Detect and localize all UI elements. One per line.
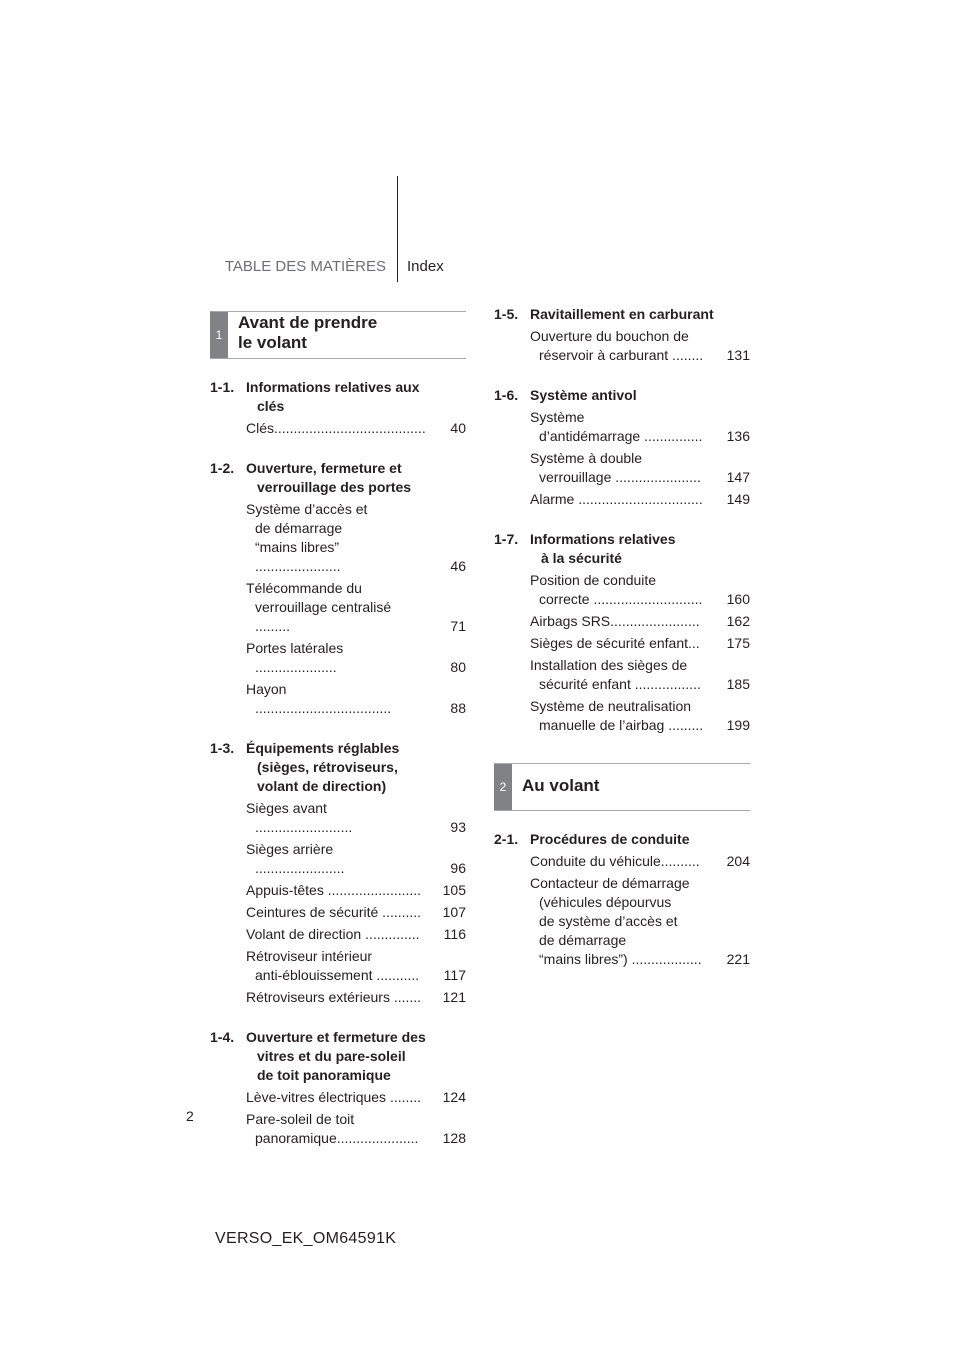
entry-list — [210, 500, 466, 718]
toc-entry[interactable] — [494, 656, 750, 694]
entry-page-number: 199 — [726, 717, 750, 733]
entry-page-number: 147 — [726, 469, 750, 485]
entry-label: Système d’antidémarrage ............... — [530, 409, 703, 444]
toc-entry[interactable] — [210, 579, 466, 636]
toc-entry[interactable] — [210, 1110, 466, 1148]
chapter-title-1: Avant de prendre le volant — [238, 313, 378, 352]
entry-page-number: 162 — [726, 613, 750, 629]
entry-label: Pare-soleil de toit panoramique..................... — [246, 1111, 419, 1146]
toc-entry[interactable] — [210, 840, 466, 878]
entry-list — [210, 419, 466, 438]
chapter-tab-2: 2 — [494, 764, 512, 810]
toc-entry[interactable] — [210, 1088, 466, 1107]
chapter-tab-1: 1 — [210, 312, 228, 358]
section-title[interactable]: Informations relatives aux clés — [246, 379, 420, 414]
entry-label: Contacteur de démarrage (véhicules dépourvus de système d’accès et de démarrage “mains libres”) .................. — [530, 875, 702, 967]
entry-label: Sièges de sécurité enfant... — [530, 635, 700, 651]
toc-entry[interactable] — [210, 925, 466, 944]
section-number: 1-5. — [494, 306, 519, 322]
toc-entry[interactable] — [494, 612, 750, 631]
toc-entry[interactable] — [494, 490, 750, 509]
entry-page-number: 204 — [726, 853, 750, 869]
toc-section — [210, 1028, 466, 1148]
toc-entry[interactable] — [210, 947, 466, 985]
toc-entry[interactable] — [210, 799, 466, 837]
toc-entry[interactable] — [494, 874, 750, 969]
entry-label: Airbags SRS....................... — [530, 613, 700, 629]
entry-label: Alarme ................................ — [530, 491, 703, 507]
entry-page-number: 80 — [450, 659, 466, 675]
entry-page-number: 128 — [442, 1130, 466, 1146]
entry-label: Système d’accès et de démarrage “mains libres” ...................... — [246, 501, 368, 574]
entry-page-number: 40 — [450, 420, 466, 436]
entry-page-number: 93 — [450, 819, 466, 835]
entry-label: Portes latérales ..................... — [246, 640, 344, 675]
entry-list — [494, 571, 750, 735]
section-title[interactable]: Procédures de conduite — [530, 831, 690, 847]
toc-link[interactable]: TABLE DES MATIÈRES — [224, 258, 386, 275]
toc-entry[interactable] — [494, 449, 750, 487]
entry-page-number: 185 — [726, 676, 750, 692]
entry-page-number: 46 — [450, 558, 466, 574]
toc-entry[interactable] — [210, 639, 466, 677]
entry-list — [494, 408, 750, 509]
entry-page-number: 124 — [442, 1089, 466, 1105]
section-number: 1-4. — [210, 1029, 235, 1045]
entry-page-number: 131 — [726, 347, 750, 363]
entry-page-number: 107 — [442, 904, 466, 920]
toc-entry[interactable] — [494, 571, 750, 609]
toc-entry[interactable] — [210, 988, 466, 1007]
entry-list — [210, 799, 466, 1007]
section-title[interactable]: Ravitaillement en carburant — [530, 306, 714, 322]
page-number: 2 — [186, 1108, 194, 1124]
entry-page-number: 96 — [450, 860, 466, 876]
toc-section — [210, 739, 466, 1007]
section-number: 1-6. — [494, 387, 519, 403]
section-title[interactable]: Équipements réglables (sièges, rétroviseurs, volant de direction) — [246, 740, 400, 794]
header-divider — [397, 176, 398, 282]
entry-label: Télécommande du verrouillage centralisé ......... — [246, 580, 392, 634]
entry-label: Système à double verrouillage ...................... — [530, 450, 701, 485]
entry-label: Sièges avant ......................... — [246, 800, 353, 835]
section-number: 1-2. — [210, 460, 235, 476]
entry-label: Lève-vitres électriques ........ — [246, 1089, 422, 1105]
entry-page-number: 149 — [726, 491, 750, 507]
entry-page-number: 116 — [443, 926, 466, 942]
toc-entry[interactable] — [210, 680, 466, 718]
toc-entry[interactable] — [494, 697, 750, 735]
toc-section — [494, 830, 750, 969]
entry-label: Volant de direction .............. — [246, 926, 420, 942]
entry-page-number: 105 — [442, 882, 466, 898]
toc-entry[interactable] — [210, 419, 466, 438]
toc-section — [494, 386, 750, 509]
section-title[interactable]: Informations relatives à la sécurité — [530, 531, 676, 566]
entry-page-number: 136 — [726, 428, 750, 444]
toc-entry[interactable] — [494, 408, 750, 446]
entry-label: Rétroviseur intérieur anti-éblouissement ........... — [246, 948, 420, 983]
entry-page-number: 88 — [450, 700, 466, 716]
entry-label: Hayon ................................... — [246, 681, 392, 716]
entry-list — [210, 1088, 466, 1148]
toc-entry[interactable] — [210, 500, 466, 576]
toc-section — [210, 378, 466, 438]
entry-label: Ceintures de sécurité .......... — [246, 904, 422, 920]
section-number: 1-3. — [210, 740, 235, 756]
entry-page-number: 117 — [443, 967, 466, 983]
entry-page-number: 121 — [442, 989, 466, 1005]
entry-label: Rétroviseurs extérieurs ....... — [246, 989, 422, 1005]
entry-label: Ouverture du bouchon de réservoir à carburant ........ — [530, 328, 704, 363]
toc-entry[interactable] — [210, 881, 466, 900]
right-column-top — [494, 305, 750, 756]
section-number: 1-1. — [210, 379, 235, 395]
entry-list — [494, 327, 750, 365]
section-number: 1-7. — [494, 531, 519, 547]
entry-label: Sièges arrière ....................... — [246, 841, 345, 876]
entry-list — [494, 852, 750, 969]
right-column-bottom — [494, 830, 750, 990]
entry-label: Clés....................................... — [246, 420, 426, 436]
entry-label: Système de neutralisation manuelle de l’airbag ......... — [530, 698, 704, 733]
chapter-title-2: Au volant — [522, 776, 600, 795]
section-title[interactable]: Ouverture, fermeture et verrouillage des portes — [246, 460, 412, 495]
toc-entry[interactable] — [494, 327, 750, 365]
index-link[interactable]: Index — [407, 258, 444, 275]
section-title[interactable]: Système antivol — [530, 387, 637, 403]
toc-section — [494, 530, 750, 735]
toc-section — [494, 305, 750, 365]
chapter-header-2 — [494, 763, 750, 811]
entry-page-number: 71 — [450, 618, 466, 634]
entry-page-number: 221 — [726, 951, 750, 967]
document-code: VERSO_EK_OM64591K — [215, 1230, 397, 1247]
toc-entry[interactable] — [494, 852, 750, 871]
entry-label: Appuis-têtes ........................ — [246, 882, 422, 898]
toc-entry[interactable] — [494, 634, 750, 653]
entry-label: Installation des sièges de sécurité enfant ................. — [530, 657, 701, 692]
toc-section — [210, 459, 466, 718]
left-column — [210, 378, 466, 1169]
entry-label: Position de conduite correcte ............................ — [530, 572, 703, 607]
section-number: 2-1. — [494, 831, 519, 847]
toc-entry[interactable] — [210, 903, 466, 922]
section-title[interactable]: Ouverture et fermeture des vitres et du pare-soleil de toit panoramique — [246, 1029, 426, 1083]
entry-page-number: 160 — [726, 591, 750, 607]
chapter-header-1 — [210, 311, 466, 359]
entry-label: Conduite du véhicule.......... — [530, 853, 700, 869]
entry-page-number: 175 — [726, 635, 750, 651]
